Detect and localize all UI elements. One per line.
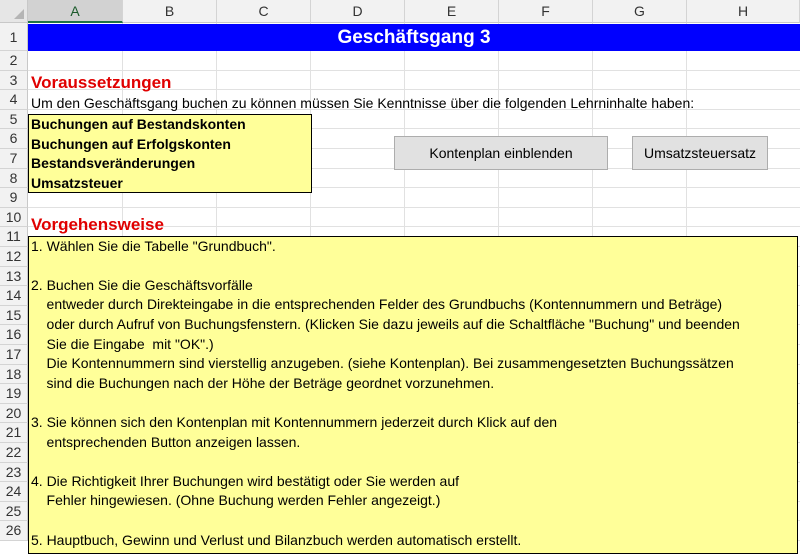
voraussetzungen-heading: Voraussetzungen <box>31 73 172 92</box>
row-header-3[interactable]: 3 <box>0 71 28 91</box>
column-header-c[interactable]: C <box>217 0 311 23</box>
row-header-14[interactable]: 14 <box>0 286 28 306</box>
select-all-icon <box>14 9 24 19</box>
row-header-23[interactable]: 23 <box>0 463 28 483</box>
instruction-line: Fehler hingewiesen. (Ohne Buchung werden Fehler angezeigt.) <box>31 492 441 509</box>
row-header-26[interactable]: 26 <box>0 521 28 541</box>
instruction-line: 5. Hauptbuch, Gewinn und Verlust und Bilanzbuch werden automatisch erstellt. <box>31 531 522 548</box>
row-header-25[interactable]: 25 <box>0 502 28 522</box>
instruction-line: 1. Wählen Sie die Tabelle "Grundbuch". <box>31 237 276 254</box>
row-header-2[interactable]: 2 <box>0 51 28 71</box>
voraussetzungen-intro: Um den Geschäftsgang buchen zu können müssen Sie Kenntnisse über die folgenden Lehrninhalte haben: <box>31 95 695 111</box>
row-header-10[interactable]: 10 <box>0 208 28 228</box>
column-header-e[interactable]: E <box>405 0 499 23</box>
column-header-h[interactable]: H <box>687 0 800 23</box>
row-header-21[interactable]: 21 <box>0 423 28 443</box>
prerequisite-item: Buchungen auf Erfolgskonten <box>31 135 231 152</box>
row-header-5[interactable]: 5 <box>0 110 28 130</box>
row-header-1[interactable]: 1 <box>0 23 28 51</box>
instruction-line: 2. Buchen Sie die Geschäftsvorfälle <box>31 276 253 293</box>
row-header-6[interactable]: 6 <box>0 129 28 149</box>
row-header-22[interactable]: 22 <box>0 443 28 463</box>
row-header-8[interactable]: 8 <box>0 169 28 189</box>
grid-line <box>28 207 800 208</box>
column-header-b[interactable]: B <box>123 0 217 23</box>
column-header-f[interactable]: F <box>499 0 593 23</box>
row-header-20[interactable]: 20 <box>0 404 28 424</box>
umsatzsteuersatz-button[interactable]: Umsatzsteuersatz <box>632 136 768 170</box>
instruction-line: Sie die Eingabe mit "OK".) <box>31 335 214 352</box>
instruction-line: Die Kontennummern sind vierstellig anzugeben. (siehe Kontenplan). Bei zusammengesetzten Buchungssätzen <box>31 355 734 372</box>
sheet-title: Geschäftsgang 3 <box>28 24 800 51</box>
prerequisite-item: Buchungen auf Bestandskonten <box>31 116 246 132</box>
instruction-line: 4. Die Richtigkeit Ihrer Buchungen wird bestätigt oder Sie werden auf <box>31 472 460 489</box>
instruction-line: oder durch Aufruf von Buchungsfenstern. (Klicken Sie dazu jeweils auf die Schaltfläche "Buchung" und beenden <box>31 315 740 332</box>
grid-line <box>28 70 800 71</box>
prerequisites-box <box>28 114 312 193</box>
row-header-9[interactable]: 9 <box>0 188 28 208</box>
instructions-box <box>28 236 798 554</box>
vorgehensweise-heading: Vorgehensweise <box>31 215 164 234</box>
row-header-7[interactable]: 7 <box>0 149 28 169</box>
instruction-line: sind die Buchungen nach der Höhe der Beträge geordnet vorzunehmen. <box>31 374 495 391</box>
column-header-d[interactable]: D <box>311 0 405 23</box>
row-header-13[interactable]: 13 <box>0 267 28 287</box>
prerequisite-item: Umsatzsteuer <box>31 174 123 191</box>
row-header-17[interactable]: 17 <box>0 345 28 365</box>
row-header-12[interactable]: 12 <box>0 247 28 267</box>
row-header-24[interactable]: 24 <box>0 482 28 502</box>
column-header-a[interactable]: A <box>28 0 123 23</box>
row-header-4[interactable]: 4 <box>0 90 28 110</box>
column-header-g[interactable]: G <box>593 0 687 23</box>
instruction-line: entsprechenden Button anzeigen lassen. <box>31 433 301 450</box>
instruction-line: entweder durch Direkteingabe in die entsprechenden Felder des Grundbuchs (Kontennummern und Beträge) <box>31 296 723 313</box>
kontenplan-einblenden-button[interactable]: Kontenplan einblenden <box>394 136 608 170</box>
prerequisite-item: Bestandsveränderungen <box>31 155 196 172</box>
row-header-16[interactable]: 16 <box>0 325 28 345</box>
instruction-line: 3. Sie können sich den Kontenplan mit Kontennummern jederzeit durch Klick auf den <box>31 413 558 430</box>
row-header-18[interactable]: 18 <box>0 365 28 385</box>
row-header-19[interactable]: 19 <box>0 384 28 404</box>
row-header-15[interactable]: 15 <box>0 306 28 326</box>
row-header-11[interactable]: 11 <box>0 227 28 247</box>
select-all-corner[interactable] <box>0 0 28 23</box>
